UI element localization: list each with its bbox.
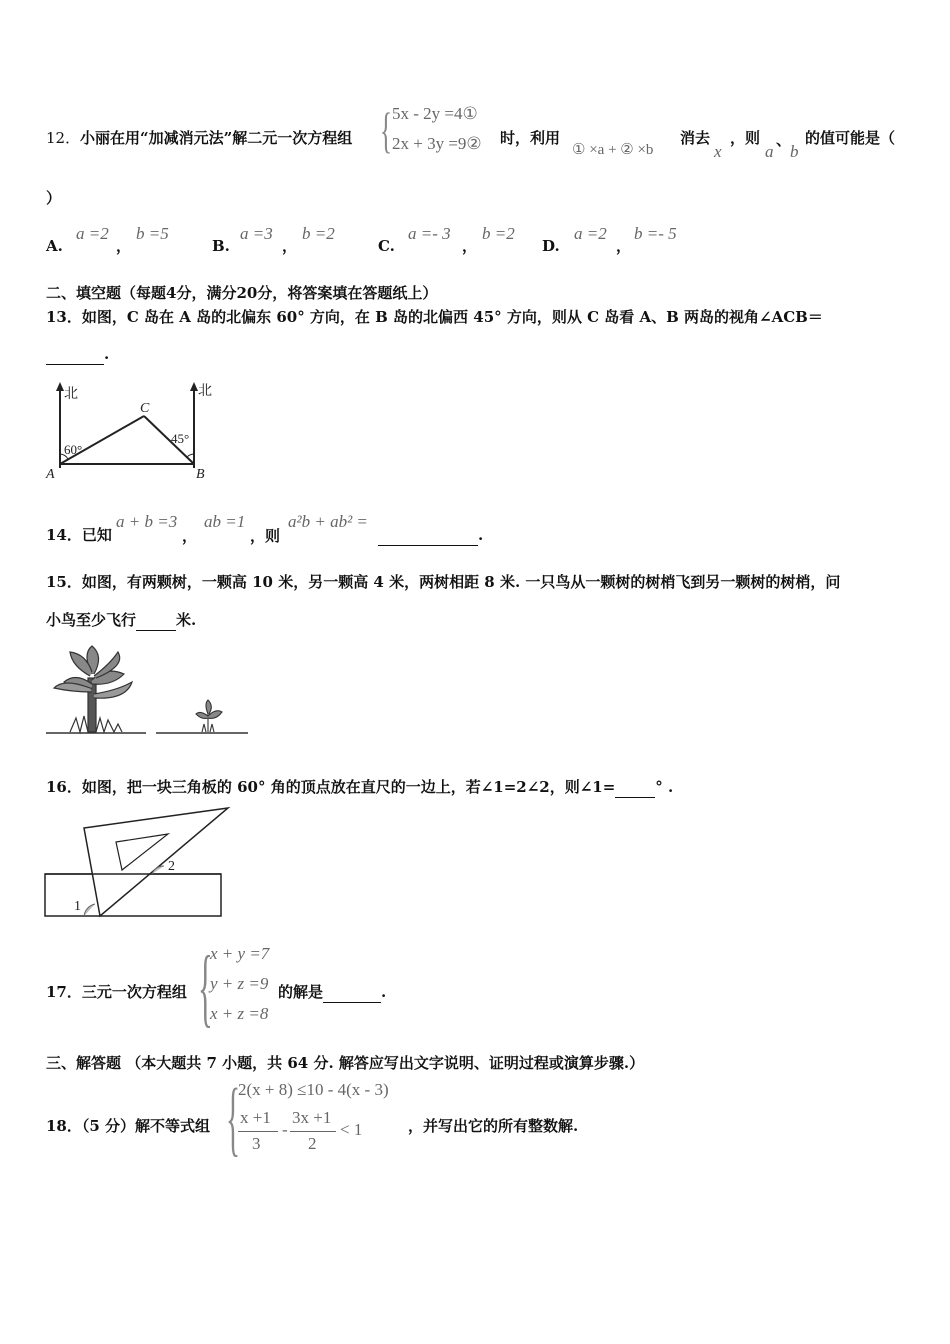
angle-label-2: 2 — [168, 859, 175, 874]
north-arrow-b — [190, 382, 198, 391]
option-d-comma: ， — [616, 237, 632, 255]
q13-figure — [44, 378, 224, 482]
q14-number: 14．已知 — [46, 526, 112, 544]
q14-blank — [378, 525, 478, 546]
q18-frac2-den: 2 — [308, 1134, 317, 1153]
option-a-comma: ， — [116, 237, 132, 255]
q12-sep: 、 — [776, 131, 792, 149]
q15-line2a: 小鸟至少飞行 — [46, 611, 137, 629]
q12-mid1: 时，利用 — [500, 129, 561, 147]
section2-title: 二、填空题（每题4分，满分20分，将答案填在答题纸上） — [46, 284, 438, 302]
tall-tree — [54, 646, 132, 732]
q15-line2b: 米. — [176, 611, 197, 629]
q14-cond1: a + b =3 — [116, 512, 178, 531]
north-label-b: 北 — [198, 384, 212, 399]
q15-blank — [136, 610, 176, 631]
q12-eq2: 2x + 3y =9② — [392, 134, 482, 153]
q18-lead: 18．（5 分）解不等式组 — [46, 1117, 211, 1135]
point-label-a: A — [46, 467, 55, 482]
q12-eq1: 5x - 2y =4① — [392, 104, 478, 123]
q17-lead: 17．三元一次方程组 — [46, 983, 187, 1001]
north-label-a: 北 — [64, 387, 78, 402]
q12-lead: 小丽在用“加减消元法”解二元一次方程组 — [80, 129, 353, 147]
q16-text — [46, 777, 673, 798]
section3-note: （本大题共 7 小题，共 64 分. 解答应写出文字说明、证明过程或演算步骤.） — [126, 1054, 645, 1072]
q12-var-x: x — [714, 142, 722, 161]
q12-method: ① ×a + ② ×b — [572, 142, 654, 158]
north-arrow-a — [56, 382, 64, 391]
q15-line2 — [46, 610, 196, 631]
section3-title — [46, 1053, 644, 1073]
angle-label-b: 45° — [171, 431, 190, 446]
q12-tail: 的值可能是（ — [805, 129, 896, 147]
q18-rel: < 1 — [340, 1120, 363, 1139]
q12-var-b: b — [790, 142, 799, 161]
q18-frac1-bar — [238, 1131, 278, 1132]
q18-frac2-bar — [290, 1131, 336, 1132]
q17-eq1: x + y =7 — [210, 944, 270, 963]
option-c-b: b =2 — [482, 224, 515, 243]
q17-end: . — [381, 983, 387, 1001]
q18-frac2-num: 3x +1 — [292, 1108, 332, 1127]
option-d-b: b =- 5 — [634, 224, 677, 243]
q17-eq2: y + z =9 — [210, 974, 269, 993]
q13-end: . — [104, 345, 110, 363]
section3-title-text: 三、解答题 — [46, 1054, 122, 1072]
option-b-b: b =2 — [302, 224, 335, 243]
q13-blank — [46, 344, 104, 365]
q12-mid3: ，则 — [730, 129, 761, 147]
option-d-a: a =2 — [574, 224, 607, 243]
q17-tail — [278, 982, 386, 1003]
q14-end: . — [478, 526, 484, 544]
q18-frac1-den: 3 — [252, 1134, 261, 1153]
option-c-comma: ， — [462, 237, 478, 255]
point-label-c: C — [140, 401, 150, 416]
q14-cond2: ab =1 — [204, 512, 246, 531]
option-a-label[interactable]: A. — [46, 237, 63, 255]
q13-text: 13．如图，C 岛在 A 岛的北偏东 60° 方向，在 B 岛的北偏西 45° 方向，则从 C 岛看 A、B 两岛的视角∠ACB＝ — [46, 308, 823, 326]
q12-system-brace: { — [380, 102, 392, 158]
option-d-label[interactable]: D. — [542, 237, 560, 255]
q12-mid2: 消去 — [680, 129, 711, 147]
q17-eq3: x + z =8 — [210, 1004, 269, 1023]
q12-close: ） — [46, 189, 62, 207]
option-b-a: a =3 — [240, 224, 273, 243]
option-c-label[interactable]: C. — [378, 237, 395, 255]
point-label-b: B — [196, 467, 205, 482]
q14-then: ，则 — [250, 527, 281, 545]
q14-comma: ， — [182, 527, 198, 545]
option-b-label[interactable]: B. — [212, 237, 230, 255]
q18-tail: ，并写出它的所有整数解. — [408, 1117, 579, 1135]
q17-tail-text: 的解是 — [278, 983, 324, 1001]
q13-answer-line — [46, 344, 109, 365]
option-c-a: a =- 3 — [408, 224, 451, 243]
q17-system-brace: { — [198, 939, 213, 1036]
q16-figure — [44, 804, 234, 922]
option-b-comma: ， — [282, 237, 298, 255]
q14-answer — [378, 525, 483, 546]
q12-number: 12． — [46, 129, 81, 147]
q16-text-main: 16．如图，把一块三角板的 60° 角的顶点放在直尺的一边上，若∠1=2∠2，则∠1= — [46, 778, 616, 796]
option-a-b: b =5 — [136, 224, 169, 243]
angle-arc-b — [187, 454, 194, 457]
q16-blank — [615, 777, 655, 798]
short-tree — [196, 700, 222, 732]
q18-system-brace: { — [226, 1072, 241, 1165]
q12-var-a: a — [765, 142, 774, 161]
q17-blank — [323, 982, 381, 1003]
q15-figure — [46, 644, 250, 740]
angle-label-a: 60° — [64, 442, 83, 457]
angle-label-1: 1 — [74, 899, 81, 914]
option-a-a: a =2 — [76, 224, 109, 243]
q18-minus: - — [282, 1120, 288, 1139]
q18-ineq1: 2(x + 8) ≤10 - 4(x - 3) — [238, 1080, 389, 1099]
q16-end: ° . — [655, 778, 674, 796]
q18-frac1-num: x +1 — [240, 1108, 271, 1127]
q15-line1: 15．如图，有两颗树，一颗高 10 米，另一颗高 4 米，两树相距 8 米. 一只鸟从一颗树的树梢飞到另一颗树的树梢，问 — [46, 573, 841, 591]
q14-expr: a²b + ab² = — [288, 512, 368, 531]
